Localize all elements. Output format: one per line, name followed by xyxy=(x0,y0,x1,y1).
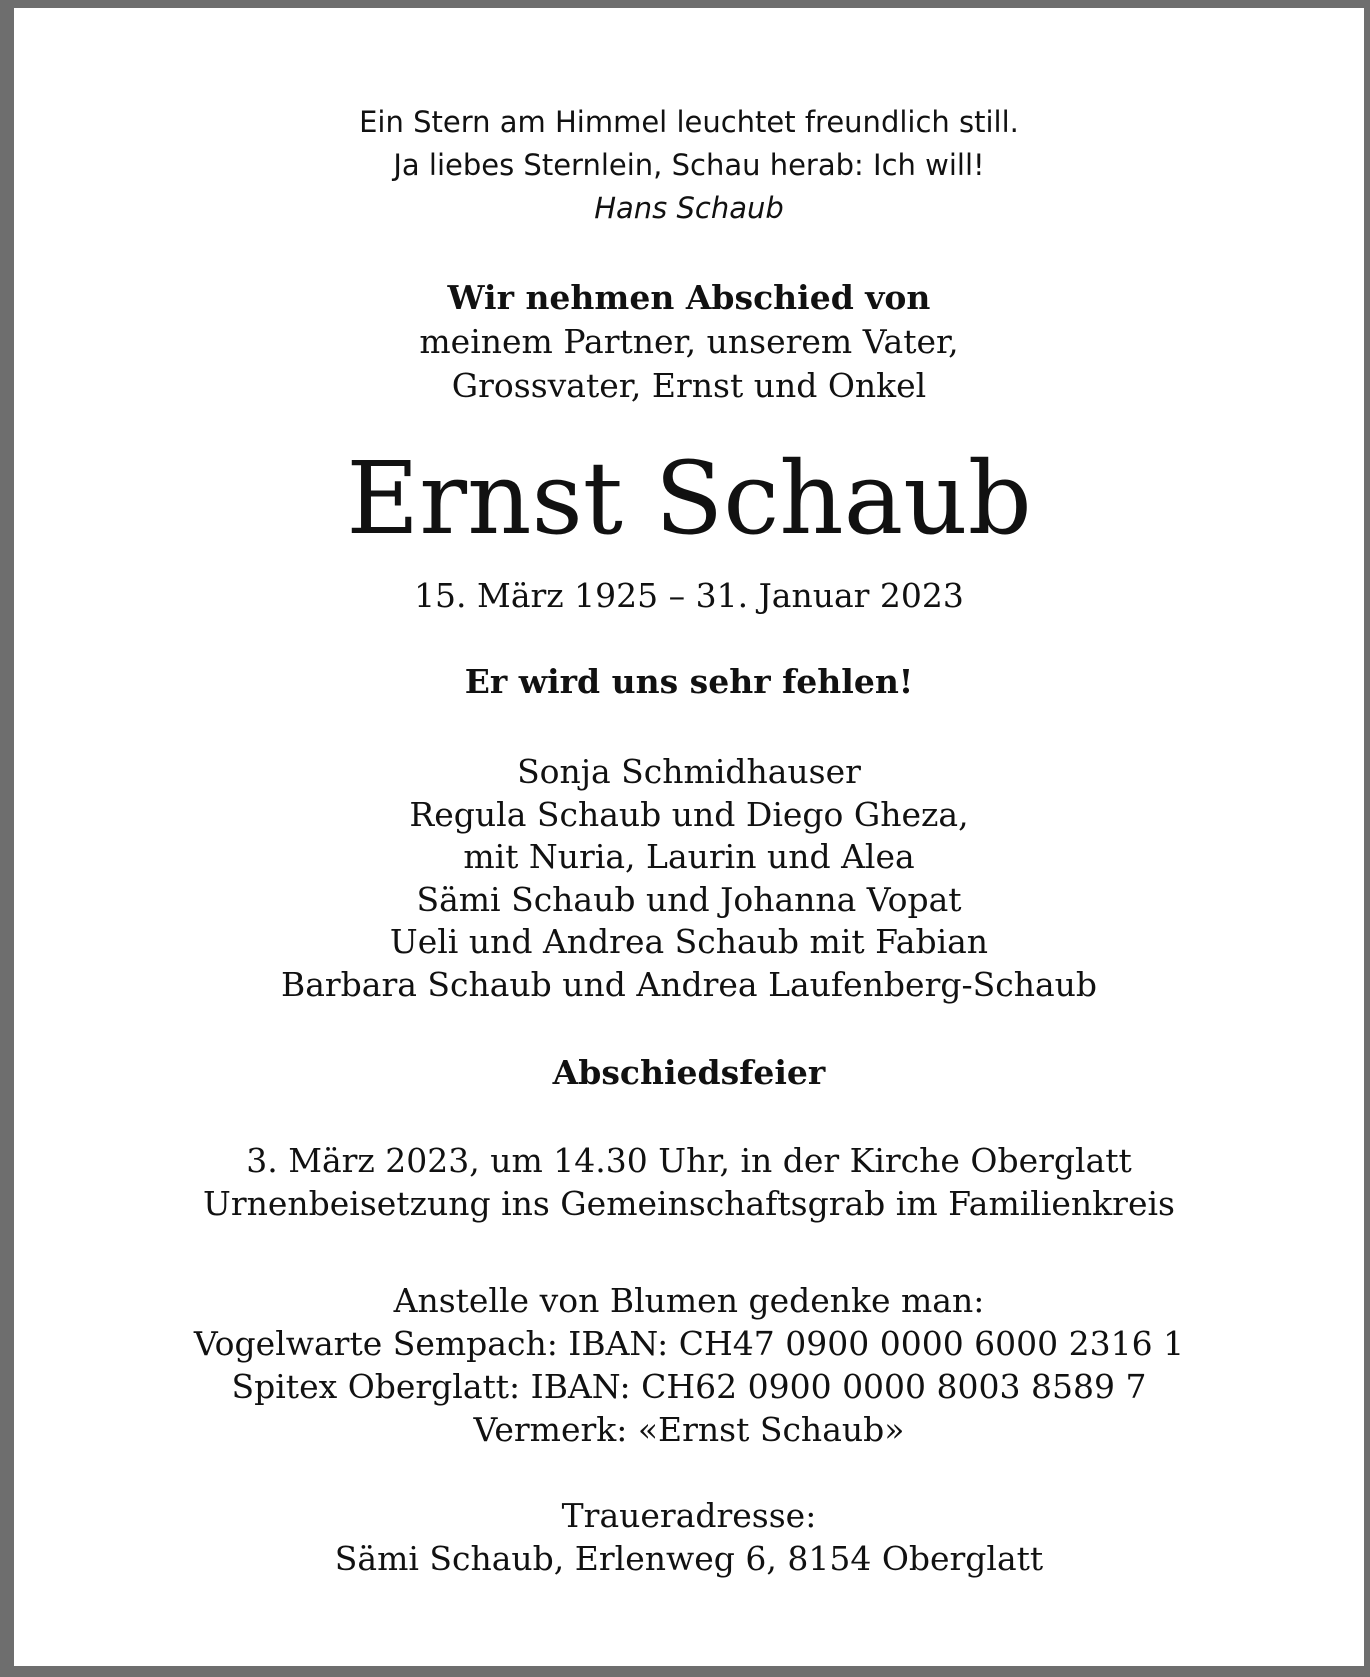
donation-line: Vermerk: «Ernst Schaub» xyxy=(473,1410,905,1449)
mourner-line: mit Nuria, Laurin und Alea xyxy=(463,837,915,877)
life-dates: 15. März 1925 – 31. Januar 2023 xyxy=(414,576,964,615)
relation-line: meinem Partner, unserem Vater, xyxy=(419,322,959,361)
ceremony-line: 3. März 2023, um 14.30 Uhr, in der Kirche Oberglatt xyxy=(246,1141,1132,1180)
address-line: Sämi Schaub, Erlenweg 6, 8154 Oberglatt xyxy=(334,1539,1044,1578)
mourner-line: Regula Schaub und Diego Gheza, xyxy=(409,794,969,834)
mourning-address xyxy=(14,1494,1364,1580)
poem-line: Ja liebes Sternlein, Schau herab: Ich will! xyxy=(393,148,985,182)
donation-info xyxy=(14,1279,1364,1451)
donation-line: Spitex Oberglatt: IBAN: CH62 0900 0000 8003 8589 7 xyxy=(231,1367,1147,1406)
donation-line: Vogelwarte Sempach: IBAN: CH47 0900 0000 6000 2316 1 xyxy=(193,1324,1185,1363)
farewell-heading: Wir nehmen Abschied von xyxy=(447,278,931,317)
mourner-line: Barbara Schaub und Andrea Laufenberg-Schaub xyxy=(280,964,1098,1004)
mourner-line: Sämi Schaub und Johanna Vopat xyxy=(416,879,962,919)
ceremony-line: Urnenbeisetzung ins Gemeinschaftsgrab im Familienkreis xyxy=(203,1184,1175,1223)
obituary-notice xyxy=(14,8,1364,1666)
tagline: Er wird uns sehr fehlen! xyxy=(464,662,914,701)
mourner-line: Ueli und Andrea Schaub mit Fabian xyxy=(389,922,989,962)
poem-quote xyxy=(14,101,1364,230)
poem-line: Ein Stern am Himmel leuchtet freundlich still. xyxy=(359,105,1019,139)
ceremony-details xyxy=(14,1139,1364,1225)
ceremony-heading: Abschiedsfeier xyxy=(552,1053,826,1092)
mourner-line: Sonja Schmidhauser xyxy=(517,752,861,791)
deceased-name: Ernst Schaub xyxy=(346,440,1032,557)
poem-author: Hans Schaub xyxy=(594,191,784,225)
donation-line: Anstelle von Blumen gedenke man: xyxy=(393,1281,985,1320)
farewell-intro xyxy=(14,276,1364,408)
address-label: Traueradresse: xyxy=(561,1496,817,1535)
mourners-list xyxy=(14,751,1364,1007)
relation-line: Grossvater, Ernst und Onkel xyxy=(451,366,927,405)
